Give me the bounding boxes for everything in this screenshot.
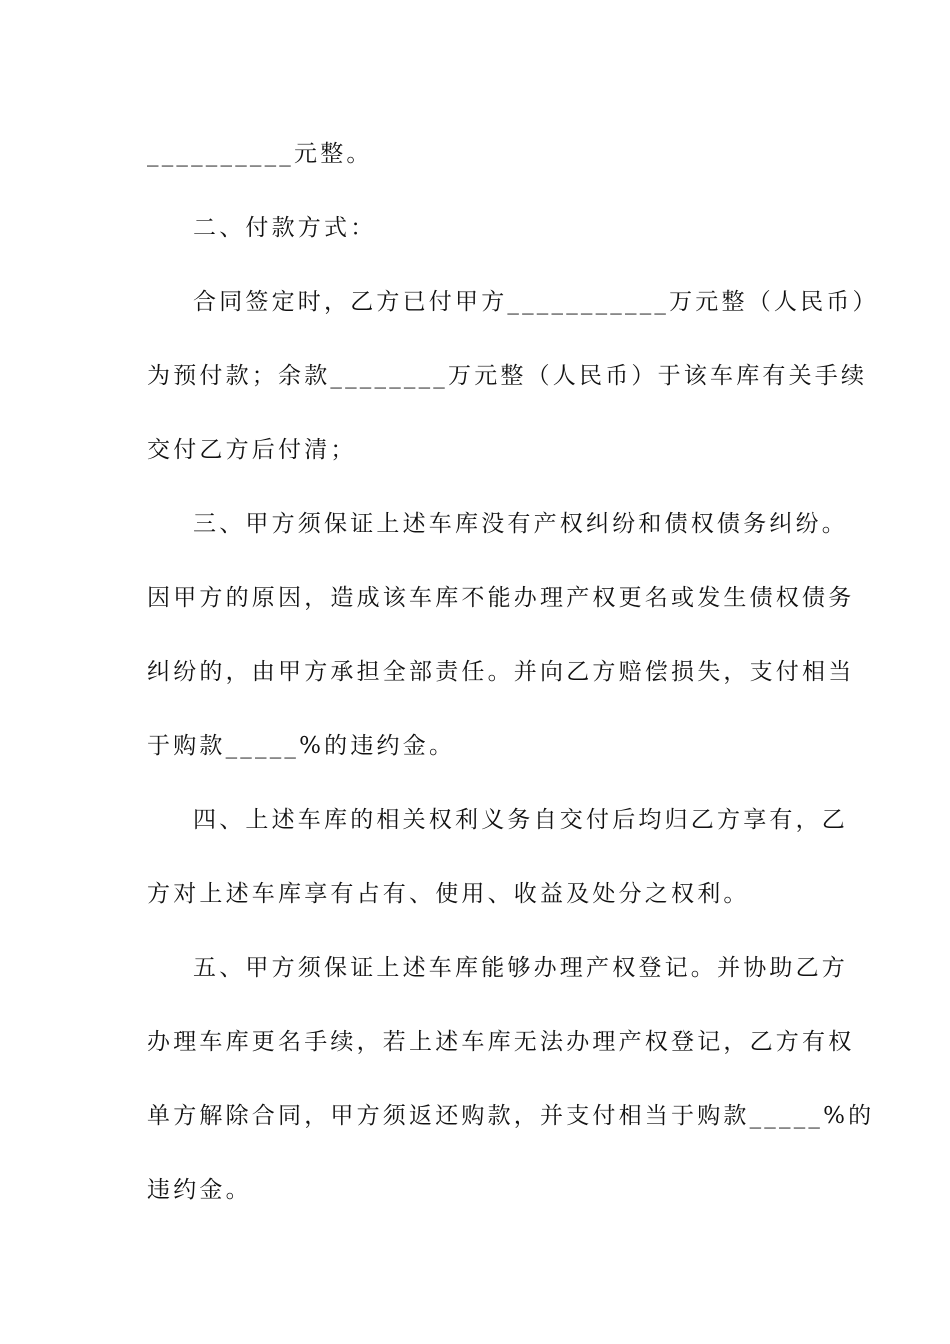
text-line-9: 于购款_____%的违约金。 xyxy=(147,733,456,759)
clause-three-start: 三、甲方须保证上述车库没有产权纠纷和债权债务纠纷。 xyxy=(193,511,848,537)
text-line-11: 方对上述车库享有占有、使用、收益及处分之权利。 xyxy=(147,881,750,907)
text-line-4: 为预付款；余款________万元整（人民币）于该车库有关手续 xyxy=(147,363,868,389)
section-heading-payment: 二、付款方式： xyxy=(193,215,377,241)
text-line-15: 违约金。 xyxy=(147,1177,252,1203)
text-line-3: 合同签定时，乙方已付甲方___________万元整（人民币） xyxy=(193,289,879,315)
clause-four-start: 四、上述车库的相关权利义务自交付后均归乙方享有，乙 xyxy=(193,807,848,833)
text-line-7: 因甲方的原因，造成该车库不能办理产权更名或发生债权债务 xyxy=(147,585,855,611)
clause-five-start: 五、甲方须保证上述车库能够办理产权登记。并协助乙方 xyxy=(193,955,848,981)
text-line-14: 单方解除合同，甲方须返还购款，并支付相当于购款_____%的 xyxy=(147,1103,875,1129)
text-line-1: __________元整。 xyxy=(147,141,373,167)
text-line-8: 纠纷的，由甲方承担全部责任。并向乙方赔偿损失，支付相当 xyxy=(147,659,855,685)
text-line-13: 办理车库更名手续，若上述车库无法办理产权登记，乙方有权 xyxy=(147,1029,855,1055)
text-line-5: 交付乙方后付清； xyxy=(147,437,357,463)
